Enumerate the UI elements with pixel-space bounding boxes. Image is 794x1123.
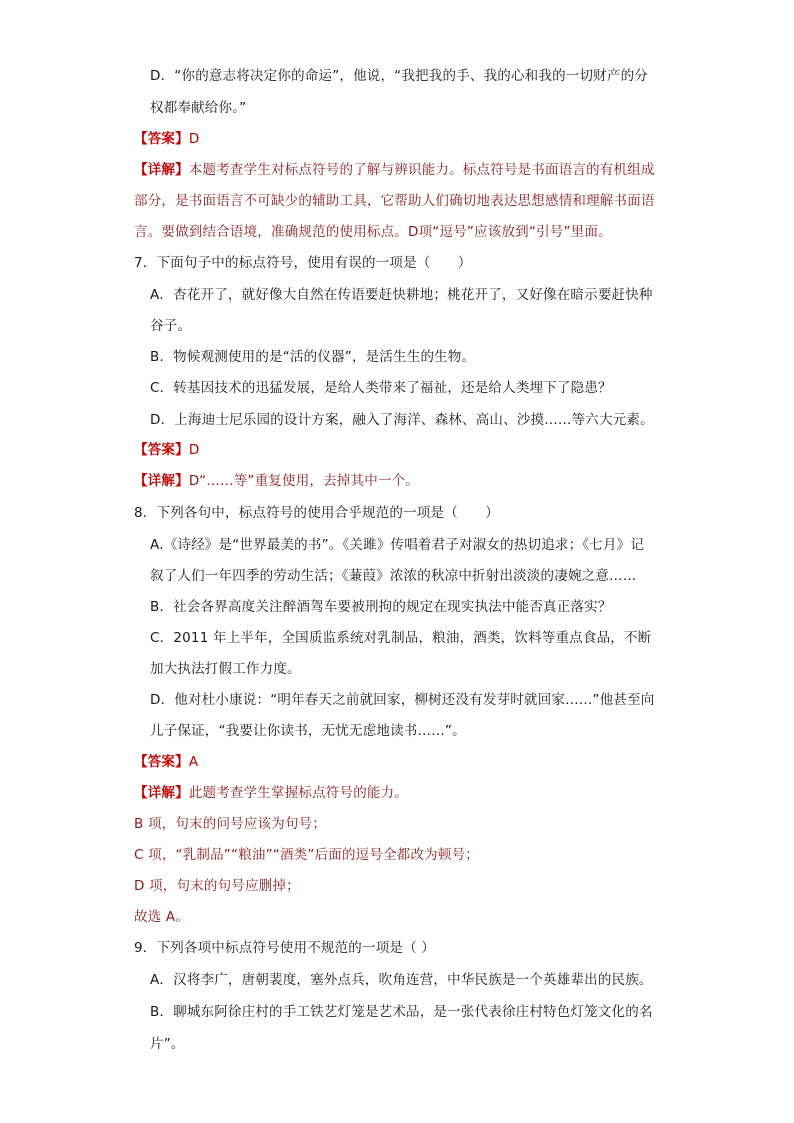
detail-tag: 【详解】	[134, 162, 189, 178]
q8-detail	[134, 783, 408, 803]
q7-option-c: C．转基因技术的迅猛发展，是给人类带来了福祉，还是给人类埋下了隐患？	[150, 380, 612, 396]
q8-explain-b: B 项，句末的问号应该为句号；	[134, 816, 327, 832]
answer-tag: 【答案】	[134, 131, 189, 147]
q8-option-b: B．社会各界高度关注醉酒驾车要被刑拘的规定在现实执法中能否真正落实？	[150, 599, 612, 615]
q8-answer	[134, 752, 198, 772]
answer-tag: 【答案】	[134, 754, 189, 770]
q7-detail	[134, 471, 419, 491]
q8-option-d-line2: 儿子保证，“我要让你读书，无忧无虑地读书……”。	[150, 723, 466, 739]
detail-text: D“……等”重复使用，去掉其中一个。	[188, 473, 419, 489]
detail-tag: 【详解】	[134, 785, 189, 801]
q9-option-b-line2: 片”。	[150, 1036, 185, 1052]
q7-option-d: D．上海迪士尼乐园的设计方案，融入了海洋、森林、高山、沙摸……等六大元素。	[150, 412, 654, 428]
q8-option-d-line1: D．他对杜小康说：“明年春天之前就回家，柳树还没有发芽时就回家……”他甚至向	[150, 692, 655, 708]
q6-detail-line1	[134, 160, 655, 180]
answer-value: D	[188, 442, 200, 458]
answer-tag: 【答案】	[134, 442, 189, 458]
q6-option-d-line1: D．“你的意志将决定你的命运”，他说，“我把我的手、我的心和我的一切财产的分	[150, 68, 648, 84]
q6-detail-line2: 部分，是书面语言不可缺少的辅助工具，它帮助人们确切地表达思想感情和理解书面语	[134, 193, 655, 209]
q8-option-c-line1: C．2011 年上半年，全国质监系统对乳制品，粮油，酒类，饮料等重点食品，不断	[150, 630, 652, 646]
q6-answer	[134, 129, 199, 149]
q8-explain-c: C 项，“乳制品”“粮油”“酒类”后面的逗号全都改为顿号；	[134, 847, 479, 863]
q7-option-a-line1: A．杏花开了，就好像大自然在传语要赶快耕地；桃花开了，又好像在暗示要赶快种	[150, 287, 653, 303]
q7-answer	[134, 440, 199, 460]
q7-option-b: B．物候观测使用的是“活的仪器”，是活生生的生物。	[150, 349, 476, 365]
q9-option-a: A．汉将李广，唐朝裴度，塞外点兵，吹角连营，中华民族是一个英雄辈出的民族。	[150, 972, 653, 988]
q8-conclusion: 故选 A。	[134, 909, 190, 925]
detail-tag: 【详解】	[134, 473, 189, 489]
q6-detail-line3: 言。要做到结合语境，准确规范的使用标点。D项“逗号”应该放到“引号”里面。	[134, 224, 612, 240]
q9-option-b-line1: B．聊城东阿徐庄村的手工铁艺灯笼是艺术品，是一张代表徐庄村特色灯笼文化的名	[150, 1004, 653, 1020]
answer-value: A	[188, 754, 199, 770]
q6-option-d-line2: 权都奉献给你。”	[150, 100, 247, 116]
detail-text: 本题考查学生对标点符号的了解与辨识能力。标点符号是书面语言的有机组成	[188, 162, 655, 178]
answer-value: D	[188, 131, 200, 147]
q8-option-c-line2: 加大执法打假工作力度。	[150, 661, 301, 677]
q8-option-a-line2: 叙了人们一年四季的劳动生活；《蒹葭》浓浓的秋凉中折射出淡淡的凄婉之意……	[150, 568, 637, 584]
q7-stem: 7．下面句子中的标点符号，使用有误的一项是（ ）	[134, 255, 472, 271]
q8-explain-d: D 项，句末的句号应删掉；	[134, 878, 300, 894]
detail-text: 此题考查学生掌握标点符号的能力。	[188, 785, 409, 801]
q9-stem: 9．下列各项中标点符号使用不规范的一项是（ ）	[134, 940, 435, 956]
q8-option-a-line1: A.《诗经》是“世界最美的书”。《关雎》传唱着君子对淑女的热切追求；《七月》记	[150, 537, 645, 553]
q8-stem: 8．下列各句中，标点符号的使用合乎规范的一项是（ ）	[134, 505, 499, 521]
q7-option-a-line2: 谷子。	[150, 318, 192, 334]
